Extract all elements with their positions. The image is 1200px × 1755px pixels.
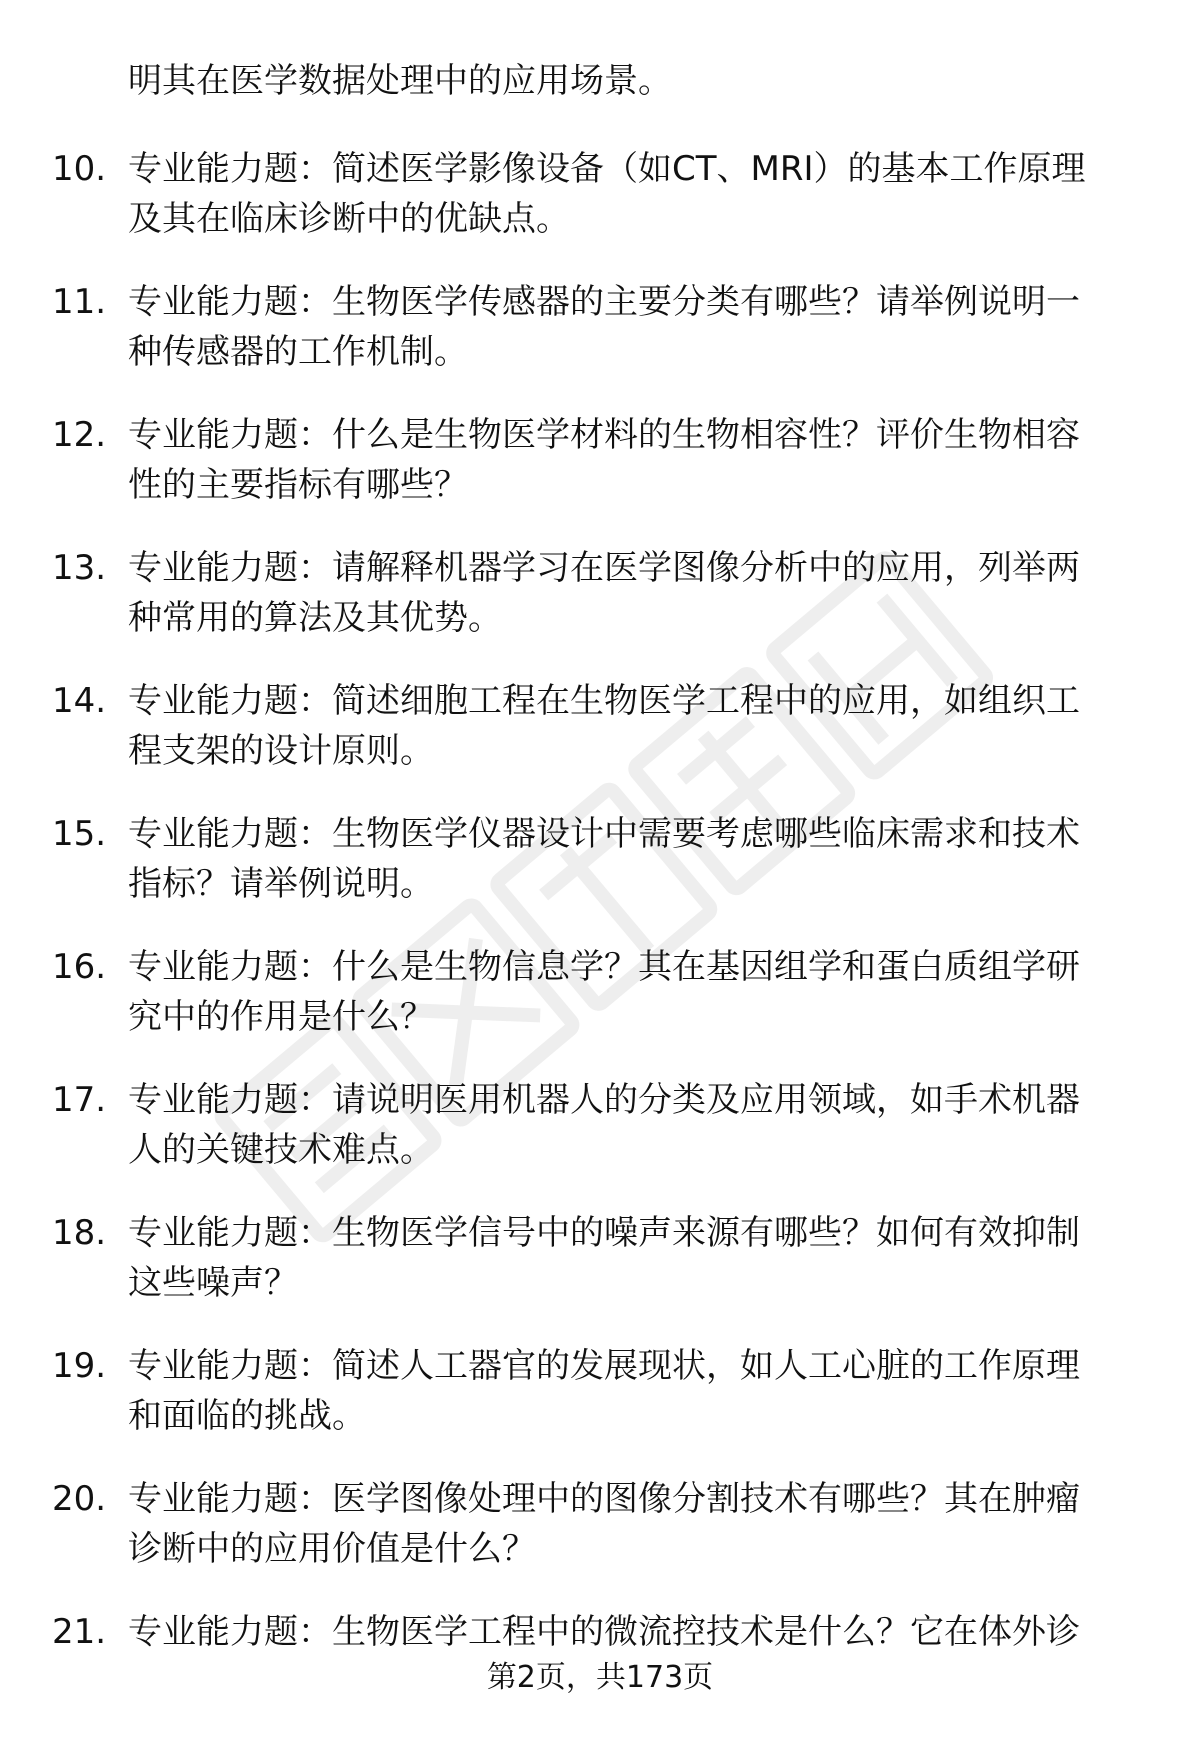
question-number: 21. — [52, 1612, 107, 1652]
question-text — [128, 1208, 1140, 1308]
question-line: 性的主要指标有哪些？ — [128, 465, 468, 505]
question-text — [128, 144, 1140, 244]
question-line: 专业能力题：医学图像处理中的图像分割技术有哪些？其在肿瘤 — [128, 1479, 1080, 1519]
question-item — [0, 1075, 1200, 1208]
question-line: 专业能力题：什么是生物医学材料的生物相容性？评价生物相容 — [128, 415, 1080, 455]
question-line: 指标？请举例说明。 — [128, 864, 434, 904]
question-text — [128, 1341, 1140, 1441]
question-text — [128, 676, 1140, 776]
question-item — [0, 942, 1200, 1075]
question-number: 12. — [52, 415, 107, 455]
question-item — [0, 809, 1200, 942]
question-line: 专业能力题：简述人工器官的发展现状，如人工心脏的工作原理 — [128, 1346, 1080, 1386]
question-line: 专业能力题：生物医学工程中的微流控技术是什么？它在体外诊 — [128, 1612, 1080, 1652]
question-item — [0, 277, 1200, 410]
question-item — [0, 1474, 1200, 1607]
question-text — [128, 410, 1140, 510]
question-text — [128, 1075, 1140, 1175]
question-item — [0, 1341, 1200, 1474]
question-number: 14. — [52, 681, 107, 721]
question-number: 16. — [52, 947, 107, 987]
question-number: 20. — [52, 1479, 107, 1519]
question-item — [0, 144, 1200, 277]
question-line: 及其在临床诊断中的优缺点。 — [128, 199, 570, 239]
question-line: 这些噪声？ — [128, 1263, 298, 1303]
question-item — [0, 676, 1200, 809]
question-text — [128, 809, 1140, 909]
question-line: 种常用的算法及其优势。 — [128, 598, 502, 638]
question-item — [0, 410, 1200, 543]
question-list — [0, 144, 1200, 1740]
question-number: 19. — [52, 1346, 107, 1386]
question-number: 11. — [52, 282, 107, 322]
question-line: 专业能力题：生物医学信号中的噪声来源有哪些？如何有效抑制 — [128, 1213, 1080, 1253]
question-line: 专业能力题：生物医学仪器设计中需要考虑哪些临床需求和技术 — [128, 814, 1080, 854]
question-text — [128, 942, 1140, 1042]
question-line: 专业能力题：请解释机器学习在医学图像分析中的应用，列举两 — [128, 548, 1080, 588]
question-line: 专业能力题：简述医学影像设备（如CT、MRI）的基本工作原理 — [128, 149, 1086, 189]
question-line: 人的关键技术难点。 — [128, 1130, 434, 1170]
question-number: 10. — [52, 149, 107, 189]
question-text — [128, 1607, 1140, 1657]
question-number: 15. — [52, 814, 107, 854]
page-number-footer: 第2页，共173页 — [486, 1660, 714, 1695]
question-line: 和面临的挑战。 — [128, 1396, 366, 1436]
question-text — [128, 543, 1140, 643]
question-number: 13. — [52, 548, 107, 588]
question-text — [128, 1474, 1140, 1574]
question-number: 17. — [52, 1080, 107, 1120]
question-line: 专业能力题：简述细胞工程在生物医学工程中的应用，如组织工 — [128, 681, 1080, 721]
question-line: 诊断中的应用价值是什么？ — [128, 1529, 536, 1569]
question-line: 专业能力题：生物医学传感器的主要分类有哪些？请举例说明一 — [128, 282, 1080, 322]
question-item — [0, 543, 1200, 676]
question-line: 种传感器的工作机制。 — [128, 332, 468, 372]
question-line: 专业能力题：什么是生物信息学？其在基因组学和蛋白质组学研 — [128, 947, 1080, 987]
question-text — [128, 277, 1140, 377]
question-item — [0, 1208, 1200, 1341]
question-number: 18. — [52, 1213, 107, 1253]
question-line: 专业能力题：请说明医用机器人的分类及应用领域，如手术机器 — [128, 1080, 1080, 1120]
continuation-text: 明其在医学数据处理中的应用场景。 — [128, 61, 672, 101]
question-line: 究中的作用是什么？ — [128, 997, 434, 1037]
question-line: 程支架的设计原则。 — [128, 731, 434, 771]
